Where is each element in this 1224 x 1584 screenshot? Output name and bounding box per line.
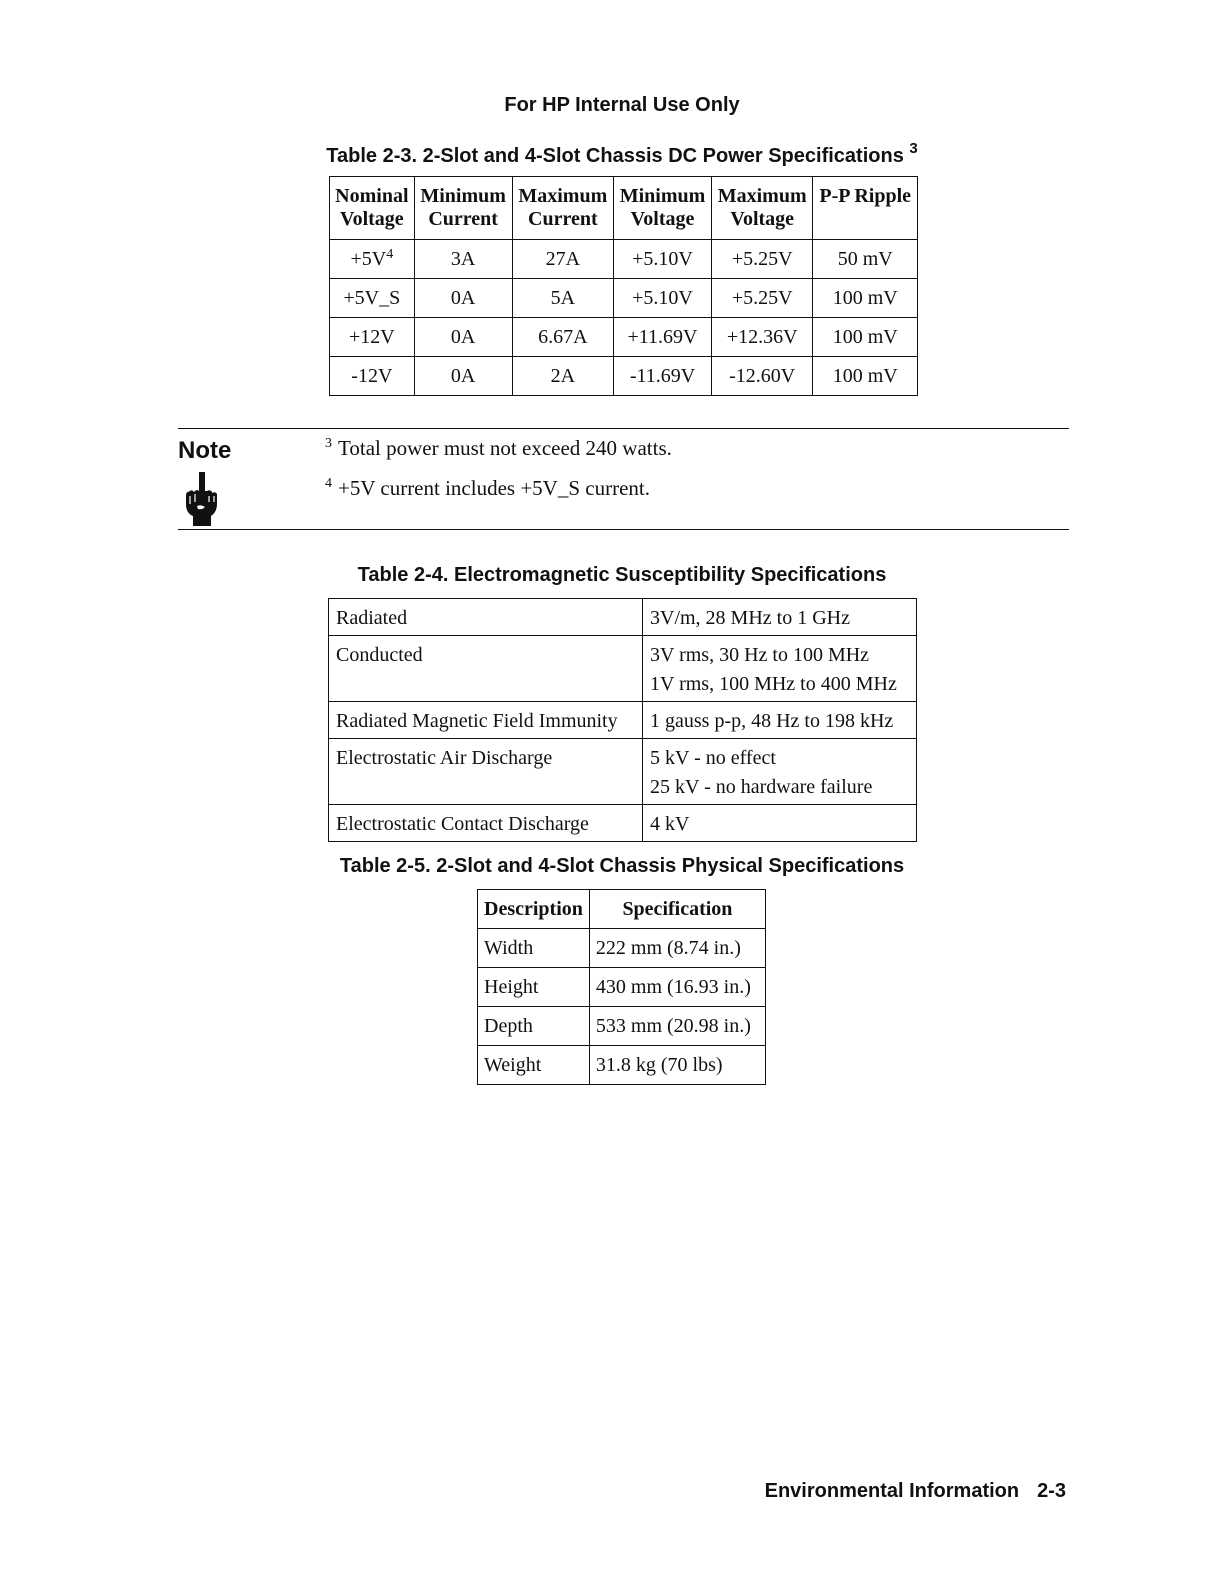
cell-max-voltage: +5.25V [711, 279, 812, 318]
table-row [329, 702, 917, 739]
table-row [478, 1046, 766, 1085]
cell-max-voltage: -12.60V [711, 357, 812, 396]
footnote-mark: 4 [386, 247, 394, 262]
cell-ripple: 100 mV [813, 318, 918, 357]
table-row [329, 599, 917, 636]
table-row [329, 636, 917, 702]
table-row [330, 357, 918, 396]
footer-section-title: Environmental Information [764, 1480, 1020, 1502]
table-row [329, 805, 917, 842]
dc-power-specifications-table [329, 176, 918, 396]
cell-max-voltage: +12.36V [711, 318, 812, 357]
cell-specification: 430 mm (16.93 in.) [589, 968, 765, 1007]
cell-voltage: +5V_S [330, 279, 415, 318]
cell-ripple: 100 mV [813, 357, 918, 396]
header-minimum-current: Minimum Current [414, 177, 512, 240]
header-maximum-voltage: Maximum Voltage [711, 177, 812, 240]
footnote-3 [325, 436, 672, 461]
note-top-divider [178, 428, 1069, 429]
cell-test-type: Radiated [329, 599, 643, 636]
cell-test-type: Electrostatic Contact Discharge [329, 805, 643, 842]
cell-description: Depth [478, 1007, 590, 1046]
cell-test-spec: 3V/m, 28 MHz to 1 GHz [643, 599, 917, 636]
table-row [330, 279, 918, 318]
table-header-row [478, 890, 766, 929]
table-row [478, 929, 766, 968]
cell-test-spec: 1 gauss p-p, 48 Hz to 198 kHz [643, 702, 917, 739]
table-header-row [330, 177, 918, 240]
table-row [330, 318, 918, 357]
header-description: Description [478, 890, 590, 929]
cell-max-current: 6.67A [512, 318, 613, 357]
cell-description: Width [478, 929, 590, 968]
footnote-text: +5V current includes +5V_S current. [338, 476, 650, 500]
internal-use-header: For HP Internal Use Only [504, 94, 740, 116]
cell-test-type: Conducted [329, 636, 643, 702]
cell-test-spec: 5 kV - no effect 25 kV - no hardware failure [643, 739, 917, 805]
footnote-4 [325, 476, 650, 501]
cell-specification: 222 mm (8.74 in.) [589, 929, 765, 968]
cell-max-current: 27A [512, 240, 613, 279]
cell-ripple: 100 mV [813, 279, 918, 318]
cell-max-current: 2A [512, 357, 613, 396]
table-row [330, 240, 918, 279]
table-2-5-caption: Table 2-5. 2-Slot and 4-Slot Chassis Physical Specifications [339, 855, 905, 877]
page-number: 2-3 [1037, 1480, 1066, 1502]
table-row [478, 1007, 766, 1046]
cell-min-voltage: +5.10V [614, 279, 712, 318]
cell-min-voltage: +11.69V [614, 318, 712, 357]
cell-specification: 533 mm (20.98 in.) [589, 1007, 765, 1046]
header-specification: Specification [589, 890, 765, 929]
footnote-mark: 3 [325, 436, 332, 451]
cell-min-current: 0A [414, 357, 512, 396]
cell-min-voltage: +5.10V [614, 240, 712, 279]
cell-test-spec: 3V rms, 30 Hz to 100 MHz 1V rms, 100 MHz to 400 MHz [643, 636, 917, 702]
footnote-mark: 4 [325, 476, 332, 491]
header-nominal-voltage: Nominal Voltage [330, 177, 415, 240]
footnote-text: Total power must not exceed 240 watts. [338, 436, 672, 460]
pointing-hand-icon [185, 472, 219, 526]
cell-ripple: 50 mV [813, 240, 918, 279]
cell-description: Weight [478, 1046, 590, 1085]
cell-description: Height [478, 968, 590, 1007]
table-row [329, 739, 917, 805]
cell-max-voltage: +5.25V [711, 240, 812, 279]
table-row [478, 968, 766, 1007]
cell-min-voltage: -11.69V [614, 357, 712, 396]
note-label: Note [178, 437, 232, 464]
physical-specifications-table [477, 889, 766, 1085]
electromagnetic-susceptibility-table [328, 598, 917, 842]
cell-test-spec: 4 kV [643, 805, 917, 842]
table-2-4-caption: Table 2-4. Electromagnetic Susceptibility Specifications [357, 564, 887, 586]
cell-test-type: Radiated Magnetic Field Immunity [329, 702, 643, 739]
header-maximum-current: Maximum Current [512, 177, 613, 240]
header-pp-ripple: P-P Ripple [813, 177, 918, 240]
table-2-3-caption-text: Table 2-3. 2-Slot and 4-Slot Chassis DC Power Specifications [326, 145, 904, 167]
cell-specification: 31.8 kg (70 lbs) [589, 1046, 765, 1085]
cell-max-current: 5A [512, 279, 613, 318]
cell-voltage: +12V [330, 318, 415, 357]
cell-min-current: 0A [414, 318, 512, 357]
cell-test-type: Electrostatic Air Discharge [329, 739, 643, 805]
table-2-3-caption-footnote-mark: 3 [909, 140, 918, 157]
table-2-3-caption [0, 140, 1224, 168]
page-footer [765, 1480, 1066, 1503]
cell-min-current: 3A [414, 240, 512, 279]
cell-voltage: $+5V^4$ [330, 240, 415, 279]
cell-voltage: -12V [330, 357, 415, 396]
header-minimum-voltage: Minimum Voltage [614, 177, 712, 240]
note-bottom-divider [178, 529, 1069, 530]
cell-min-current: 0A [414, 279, 512, 318]
